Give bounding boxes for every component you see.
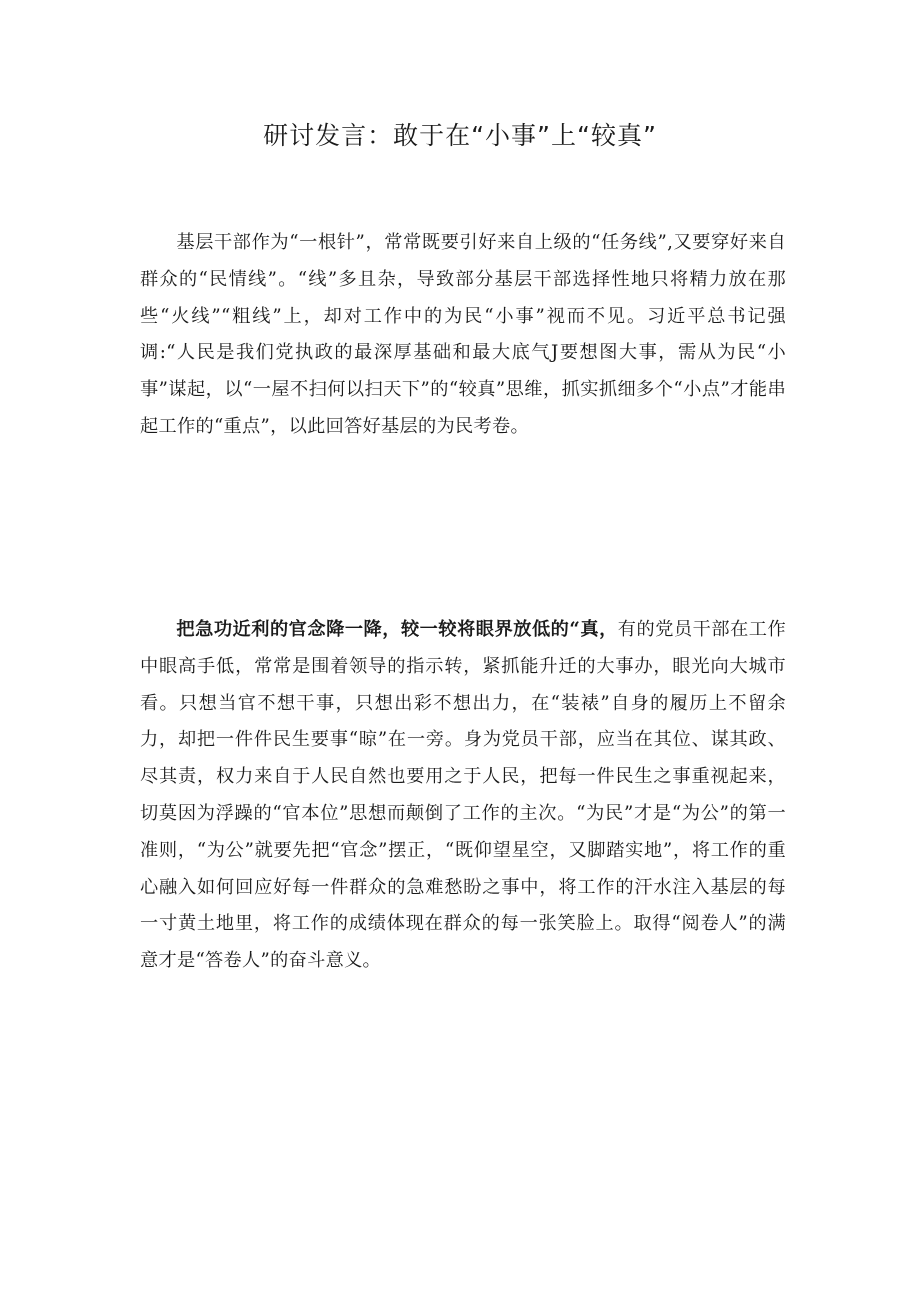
- paragraph-intro: [140, 225, 786, 446]
- paragraph-section-1-text: 有的党员干部在工作中眼高手低，常常是围着领导的指示转，紧抓能升迁的大事办，眼光向大城市看。只想当官不想干事，只想出彩不想出力，在“装裱”自身的履历上不留余力，却把一件件民生要事“晾”在一旁。身为党员干部，应当在其位、谋其政、尽其责，权力来自于人民自然也要用之于人民，把每一件民生之事重视起来，切莫因为浮躁的“官本位”思想而颠倒了工作的主次。“为民”才是“为公”的第一准则，“为公”就要先把“官念”摆正，“既仰望星空，又脚踏实地”，将工作的重心融入如何回应好每一件群众的急难愁盼之事中，将工作的汗水注入基层的每一寸黄土地里，将工作的成绩体现在群众的每一张笑脸上。取得“阅卷人”的满意才是“答卷人”的奋斗意义。: [140, 619, 786, 972]
- section-1-lead: 把急功近利的官念降一降，较一较将眼界放低的“真，: [176, 619, 618, 640]
- document-title: 研讨发言：敢于在“小事”上“较真”: [263, 121, 657, 150]
- paragraph-section-1: [140, 612, 786, 980]
- paragraph-intro-text: 基层干部作为“一根针”，常常既要引好来自上级的“任务线”,又要穿好来自群众的“民情线”。“线”多且杂，导致部分基层干部选择性地只将精力放在那些“火线”“粗线”上，却对工作中的为民“小事”视而不见。习近平总书记强调:“人民是我们党执政的最深厚基础和最大底气J要想图大事，需从为民“小事”谋起，以“一屋不扫何以扫天下”的“较真”思维，抓实抓细多个“小点”才能串起工作的“重点”，以此回答好基层的为民考卷。: [140, 232, 786, 437]
